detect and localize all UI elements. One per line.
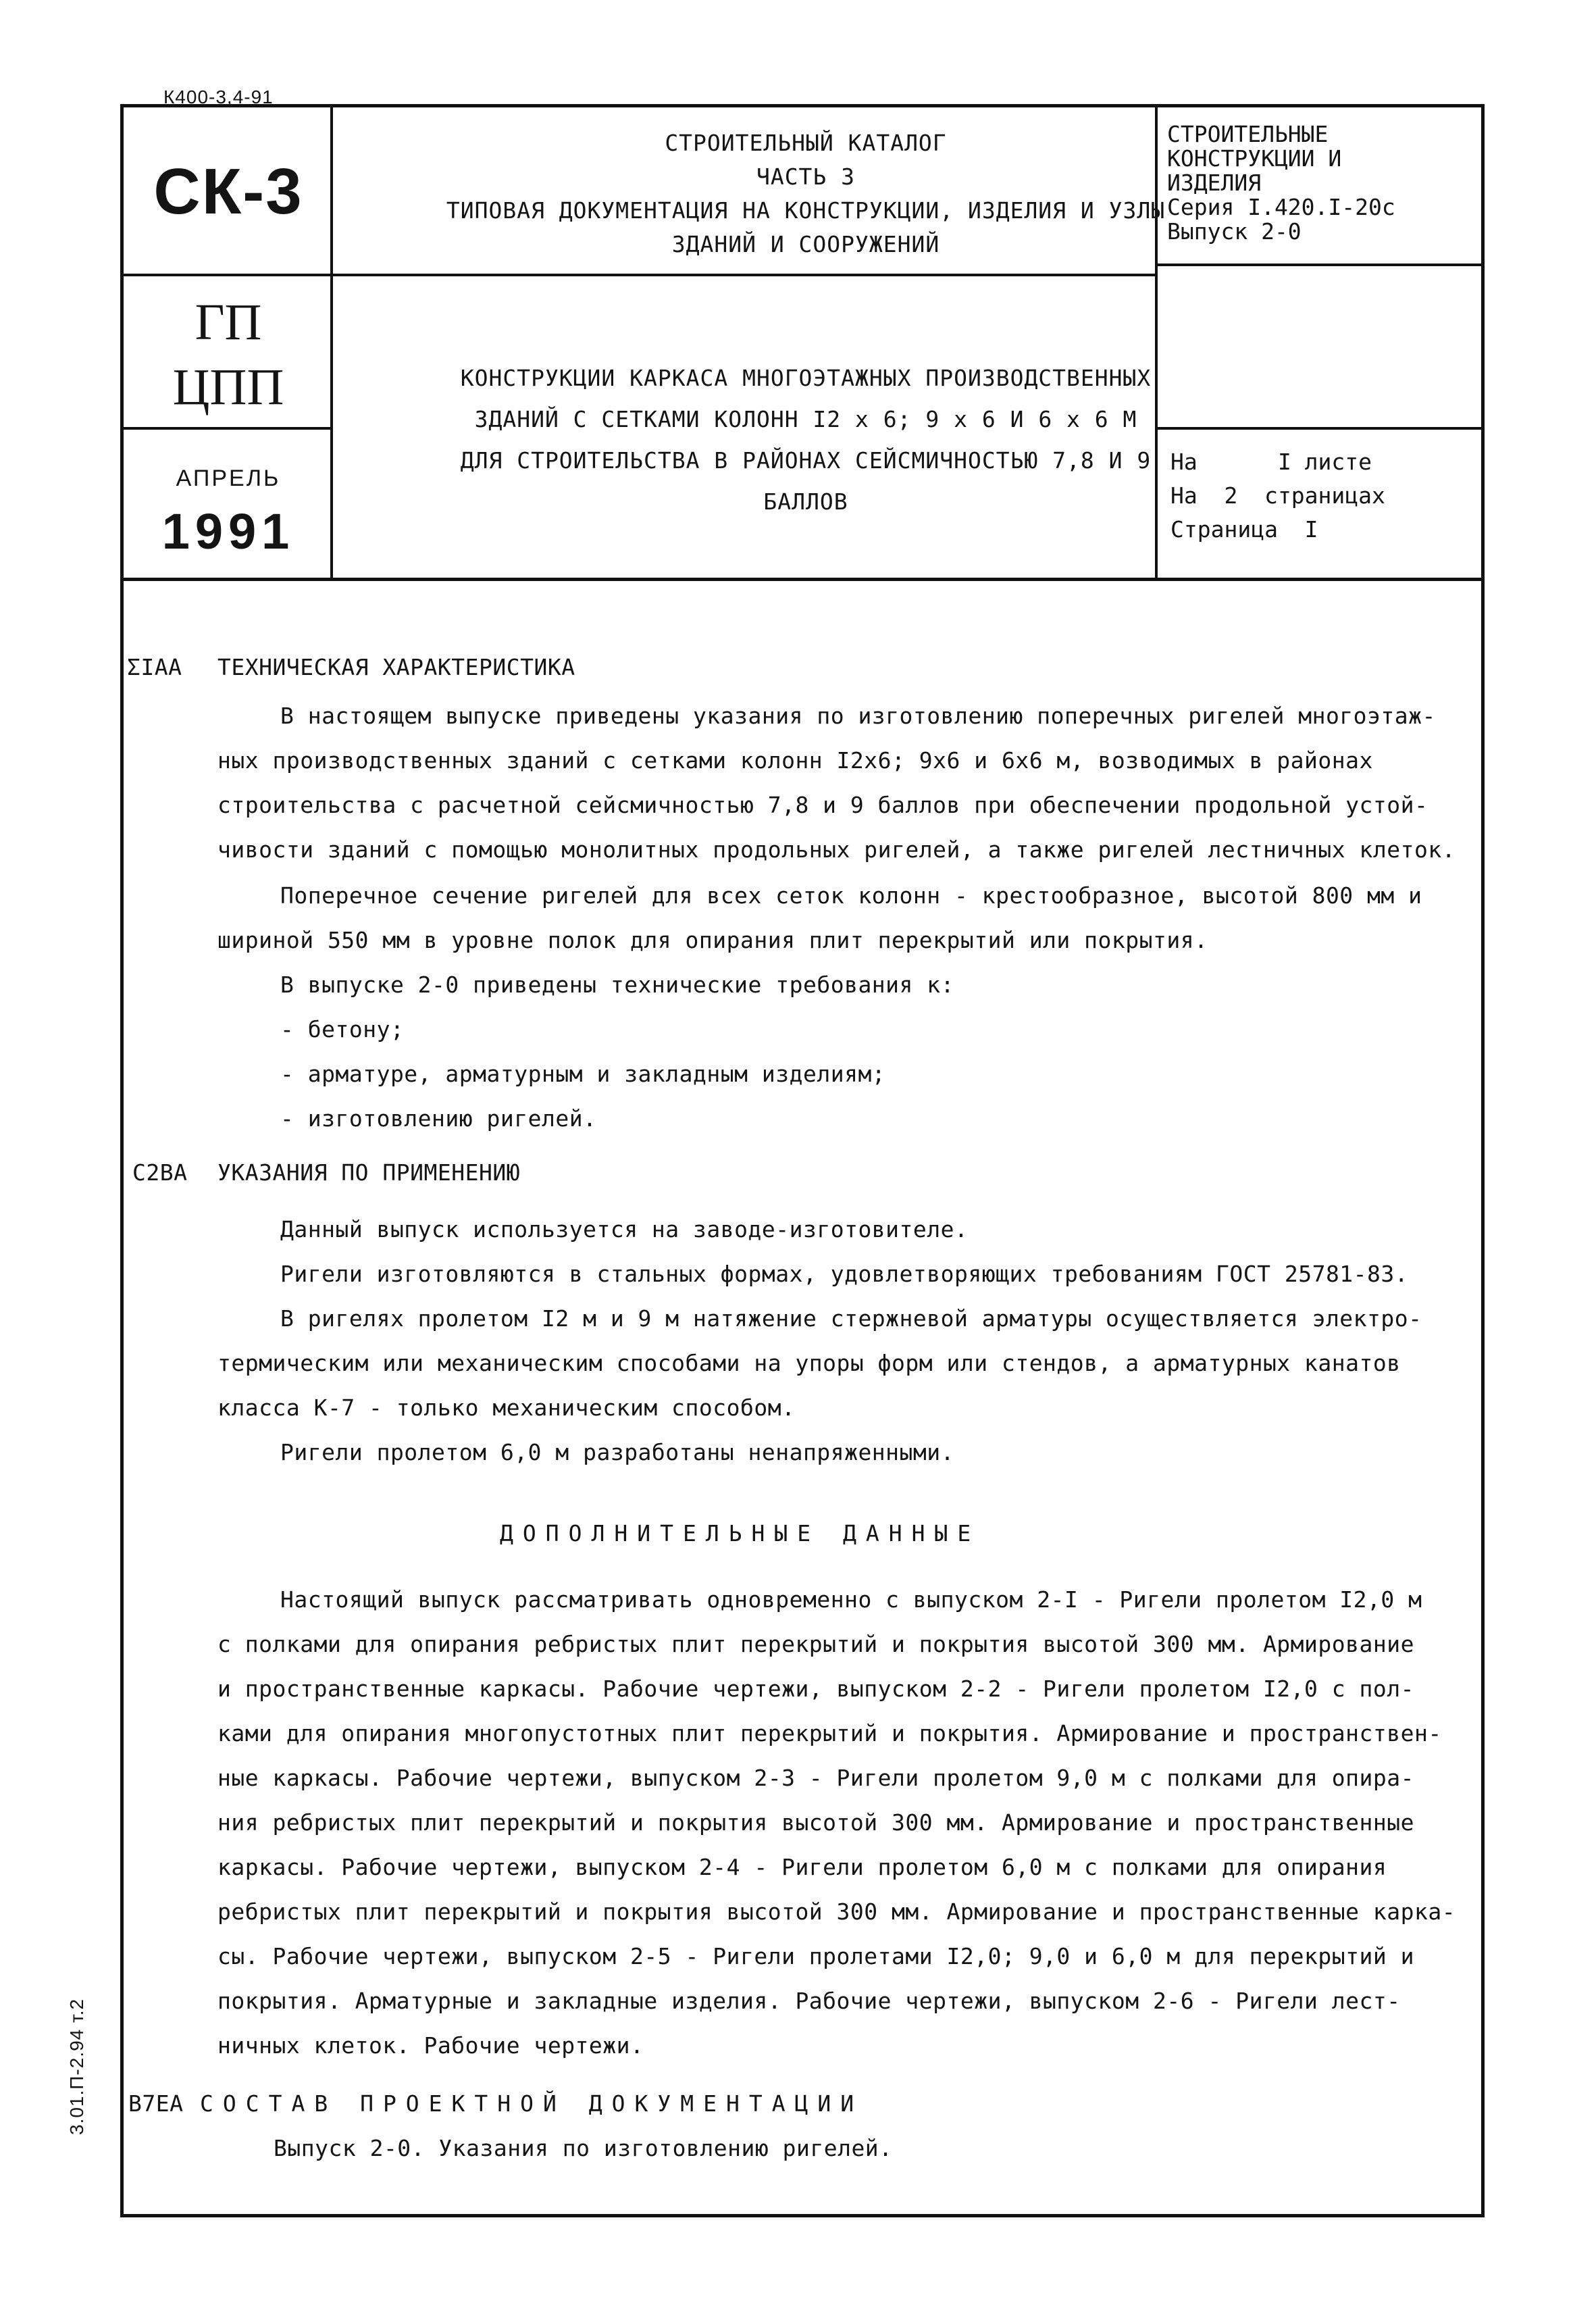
- paragraph-line: Ригели изготовляются в стальных формах, удовлетворяющих требованиям ГОСТ 25781-83.: [280, 1261, 1409, 1287]
- paragraph-line: сы. Рабочие чертежи, выпуском 2-5 - Ригели пролетами I2,0; 9,0 и 6,0 м для перекрытий и: [217, 1943, 1414, 1969]
- paragraph-line: с полками для опирания ребристых плит перекрытий и покрытия высотой 300 мм. Армирование: [217, 1631, 1414, 1657]
- catalog-code: СК-3: [153, 155, 303, 228]
- page-number: Страница I: [1170, 516, 1318, 543]
- list-item: - арматуре, арматурным и закладным изделиям;: [280, 1061, 886, 1087]
- list-item: - бетону;: [280, 1016, 405, 1042]
- paragraph-line: Поперечное сечение ригелей для всех сеток колонн - крестообразное, высотой 800 мм и: [280, 882, 1422, 909]
- issue-number: Выпуск 2-0: [1167, 218, 1302, 245]
- list-item: - изготовлению ригелей.: [280, 1105, 597, 1132]
- paragraph-line: В настоящем выпуске приведены указания по изготовлению поперечных ригелей многоэтаж-: [280, 703, 1436, 729]
- catalog-line-4: ЗДАНИЙ И СООРУЖЕНИЙ: [671, 231, 940, 257]
- issue-year: 1991: [161, 503, 295, 559]
- paragraph-line: класса К-7 - только механическим способом.: [217, 1394, 796, 1421]
- title-line-2: ЗДАНИЙ С СЕТКАМИ КОЛОНН I2 x 6; 9 x 6 И 6 x 6 М: [474, 406, 1137, 432]
- paragraph-line: Данный выпуск используется на заводе-изготовителе.: [280, 1216, 969, 1242]
- side-document-code: 3.01.П-2.94 т.2: [66, 1998, 87, 2135]
- series-line-1: СТРОИТЕЛЬНЫЕ: [1167, 121, 1329, 147]
- catalog-line-3: ТИПОВАЯ ДОКУМЕНТАЦИЯ НА КОНСТРУКЦИИ, ИЗДЕЛИЯ И УЗЛЫ: [446, 197, 1166, 224]
- paragraph-line: ные каркасы. Рабочие чертежи, выпуском 2-3 - Ригели пролетом 9,0 м с полками для опира-: [217, 1765, 1414, 1791]
- document-title: [343, 357, 1268, 522]
- paragraph-line: Ригели пролетом 6,0 м разработаны ненапряженными.: [280, 1439, 955, 1465]
- issue-month: АПРЕЛЬ: [176, 466, 281, 491]
- series-number: Серия I.420.I-20с: [1167, 194, 1395, 220]
- paragraph-line: ничных клеток. Рабочие чертежи.: [217, 2032, 644, 2059]
- title-block: [120, 104, 1485, 581]
- document-code-top: К400-3,4-91: [163, 86, 274, 107]
- title-line-3: ДЛЯ СТРОИТЕЛЬСТВА В РАЙОНАХ СЕЙСМИЧНОСТЬЮ 7,8 И 9: [460, 447, 1152, 474]
- sheet-count: На I листе: [1170, 449, 1372, 475]
- catalog-line-2: ЧАСТЬ 3: [756, 164, 856, 190]
- section-heading-technical: ТЕХНИЧЕСКАЯ ХАРАКТЕРИСТИКА: [217, 654, 575, 680]
- section-code-1: ΣIАА: [127, 654, 182, 680]
- paragraph-line: ных производственных зданий с сетками колонн I2х6; 9х6 и 6х6 м, возводимых в районах: [217, 747, 1373, 774]
- paragraph-line: ками для опирания многопустотных плит перекрытий и покрытия. Армирование и пространствен-: [217, 1720, 1442, 1746]
- page-count: На 2 страницах: [1170, 482, 1385, 509]
- section-heading-additional: ДОПОЛНИТЕЛЬНЫЕ ДАННЫЕ: [500, 1520, 981, 1546]
- section-code-3: В7ЕА: [128, 2090, 184, 2117]
- paragraph-line: покрытия. Арматурные и закладные изделия. Рабочие чертежи, выпуском 2-6 - Ригели лест-: [217, 1988, 1401, 2014]
- paragraph-line: чивости зданий с помощью монолитных продольных ригелей, а также ригелей лестничных клеток.: [217, 836, 1456, 863]
- sheet-info: [1170, 445, 1385, 547]
- paragraph-line: термическим или механическим способами на упоры форм или стендов, а арматурных канатов: [217, 1350, 1401, 1376]
- paragraph-line: В выпуске 2-0 приведены технические требования к:: [280, 972, 955, 998]
- series-line-2: КОНСТРУКЦИИ И: [1167, 145, 1342, 172]
- paragraph-line: Выпуск 2-0. Указания по изготовлению ригелей.: [274, 2135, 893, 2161]
- paragraph-line: строительства с расчетной сейсмичностью 7,8 и 9 баллов при обеспечении продольной устой-: [217, 792, 1428, 818]
- paragraph-line: шириной 550 мм в уровне полок для опирания плит перекрытий или покрытия.: [217, 927, 1208, 953]
- organization-line-1: ГП: [195, 294, 262, 351]
- organization-stamp: [124, 290, 333, 420]
- section-code-2: С2ВА: [132, 1159, 188, 1186]
- section-heading-composition: СОСТАВ ПРОЕКТНОЙ ДОКУМЕНТАЦИИ: [200, 2090, 864, 2117]
- organization-line-2: ЦПП: [172, 359, 284, 416]
- paragraph-line: каркасы. Рабочие чертежи, выпуском 2-4 - Ригели пролетом 6,0 м с полками для опирания: [217, 1854, 1387, 1880]
- paragraph-line: и пространственные каркасы. Рабочие чертежи, выпуском 2-2 - Ригели пролетом I2,0 с пол-: [217, 1676, 1414, 1702]
- paragraph-line: ребристых плит перекрытий и покрытия высотой 300 мм. Армирование и пространственные карка-: [217, 1898, 1456, 1925]
- paragraph-line: Настоящий выпуск рассматривать одновременно с выпуском 2-I - Ригели пролетом I2,0 м: [280, 1586, 1422, 1613]
- section-heading-usage: УКАЗАНИЯ ПО ПРИМЕНЕНИЮ: [217, 1159, 521, 1186]
- series-box: [1167, 122, 1395, 244]
- catalog-line-1: СТРОИТЕЛЬНЫЙ КАТАЛОГ: [665, 130, 947, 156]
- series-line-3: ИЗДЕЛИЯ: [1167, 170, 1262, 196]
- catalog-heading: [343, 126, 1268, 261]
- paragraph-line: В ригелях пролетом I2 м и 9 м натяжение стержневой арматуры осуществляется электро-: [280, 1305, 1422, 1332]
- title-line-4: БАЛЛОВ: [763, 488, 848, 515]
- title-line-1: КОНСТРУКЦИИ КАРКАСА МНОГОЭТАЖНЫХ ПРОИЗВОДСТВЕННЫХ: [460, 365, 1152, 391]
- paragraph-line: ния ребристых плит перекрытий и покрытия высотой 300 мм. Армирование и пространственные: [217, 1809, 1414, 1836]
